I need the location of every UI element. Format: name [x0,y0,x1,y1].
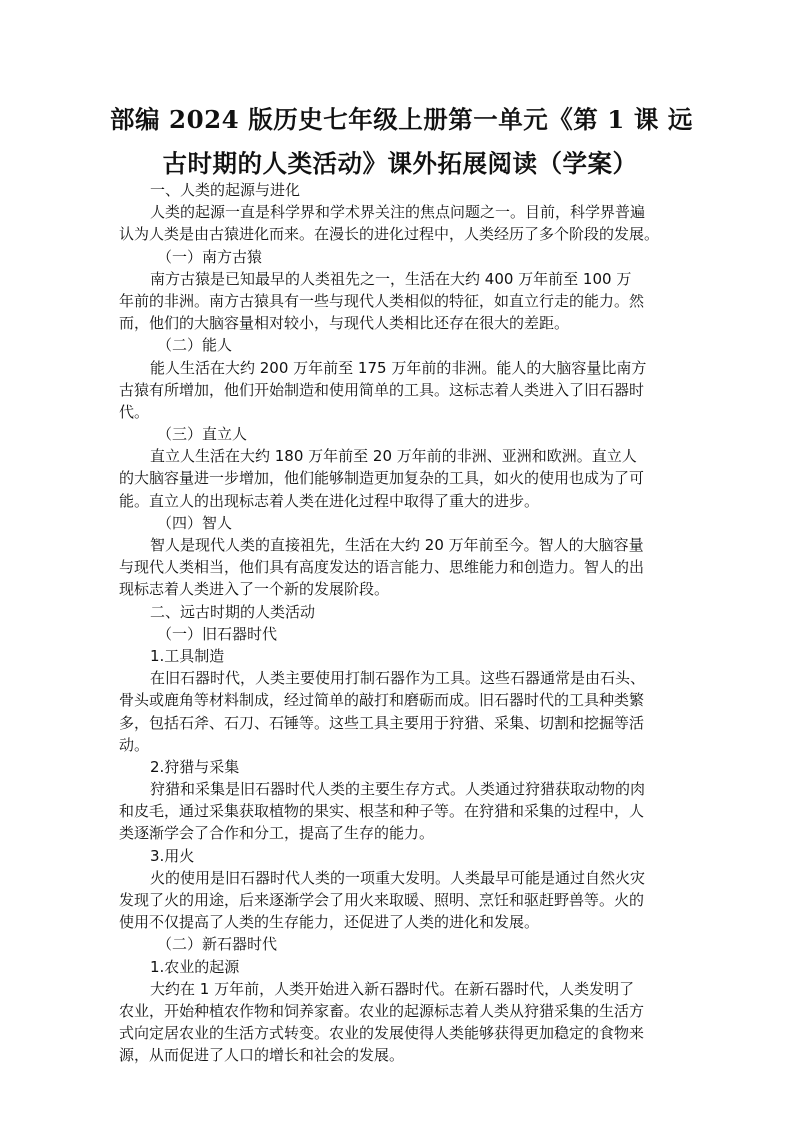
subsection-heading: （四）智人 [157,513,233,532]
paragraph-line: 多，包括石斧、石刀、石锤等。这些工具主要用于狩猎、采集、切割和挖掘等活 [119,713,645,732]
section-heading: 一、人类的起源与进化 [150,181,301,199]
title-line-2: 古时期的人类活动》课外拓展阅读（学案） [162,149,638,178]
title-line-1: 部编 2024 版历史七年级上册第一单元《第 1 课 远 [110,105,693,134]
paragraph-line: 使用不仅提高了人类的生存能力，还促进了人类的进化和发展。 [119,913,540,932]
section-heading: 二、远古时期的人类活动 [150,602,316,621]
paragraph-line: 代。 [119,402,150,421]
paragraph-line: 古猿有所增加，他们开始制造和使用简单的工具。这标志着人类进入了旧石器时 [119,380,645,399]
paragraph-line: 现标志着人类进入了一个新的发展阶段。 [119,580,390,599]
paragraph-line: 和皮毛，通过采集获取植物的果实、根茎和种子等。在狩猎和采集的过程中，人 [119,802,645,821]
item-heading: 1.工具制造 [150,646,225,665]
paragraph-line: 类逐渐学会了合作和分工，提高了生存的能力。 [119,824,435,843]
item-heading: 3.用火 [150,846,195,865]
paragraph-line: 能。直立人的出现标志着人类在进化过程中取得了重大的进步。 [119,491,540,510]
paragraph-line: 动。 [119,735,150,754]
paragraph-line: 大约在 1 万年前，人类开始进入新石器时代。在新石器时代，人类发明了 [150,979,635,998]
paragraph-line: 人类的起源一直是科学界和学术界关注的焦点问题之一。目前，科学界普遍 [150,203,646,222]
paragraph-line: 狩猎和采集是旧石器时代人类的主要生存方式。人类通过狩猎获取动物的肉 [150,780,646,799]
paragraph-line: 南方古猿是已知最早的人类祖先之一，生活在大约 400 万年前至 100 万 [150,269,632,288]
paragraph-line: 而，他们的大脑容量相对较小，与现代人类相比还存在很大的差距。 [119,314,570,333]
paragraph-line: 年前的非洲。南方古猿具有一些与现代人类相似的特征，如直立行走的能力。然 [119,291,645,310]
paragraph-line: 发现了火的用途，后来逐渐学会了用火来取暖、照明、烹饪和驱赶野兽等。火的 [119,891,645,909]
paragraph-line: 式向定居农业的生活方式转变。农业的发展使得人类能够获得更加稳定的食物来 [119,1024,645,1043]
paragraph-line: 源，从而促进了人口的增长和社会的发展。 [119,1046,405,1065]
paragraph-line: 火的使用是旧石器时代人类的一项重大发明。人类最早可能是通过自然火灾 [150,868,646,887]
subsection-heading: （二）新石器时代 [157,935,278,954]
paragraph-line: 在旧石器时代，人类主要使用打制石器作为工具。这些石器通常是由石头、 [150,669,646,688]
subsection-heading: （二）能人 [157,336,233,355]
paragraph-line: 的大脑容量进一步增加，他们能够制造更加复杂的工具，如火的使用也成为了可 [119,469,645,488]
subsection-heading: （三）直立人 [157,425,248,444]
paragraph-line: 智人是现代人类的直接祖先，生活在大约 20 万年前至今。智人的大脑容量 [150,536,644,554]
paragraph-line: 直立人生活在大约 180 万年前至 20 万年前的非洲、亚洲和欧洲。直立人 [150,447,637,466]
item-heading: 1.农业的起源 [150,957,240,976]
item-heading: 2.狩猎与采集 [150,757,240,776]
paragraph-line: 认为人类是由古猿进化而来。在漫长的进化过程中，人类经历了多个阶段的发展。 [119,225,660,244]
paragraph-line: 与现代人类相当，他们具有高度发达的语言能力、思维能力和创造力。智人的出 [119,558,645,577]
document-body [119,179,675,1067]
paragraph-line: 农业，开始种植农作物和饲养家畜。农业的起源标志着人类从狩猎采集的生活方 [119,1001,645,1020]
subsection-heading: （一）南方古猿 [157,247,263,266]
paragraph-line: 骨头或鹿角等材料制成，经过简单的敲打和磨砺而成。旧石器时代的工具种类繁 [119,691,645,710]
document-title [110,98,693,186]
paragraph-line: 能人生活在大约 200 万年前至 175 万年前的非洲。能人的大脑容量比南方 [150,358,647,377]
subsection-heading: （一）旧石器时代 [157,624,278,643]
